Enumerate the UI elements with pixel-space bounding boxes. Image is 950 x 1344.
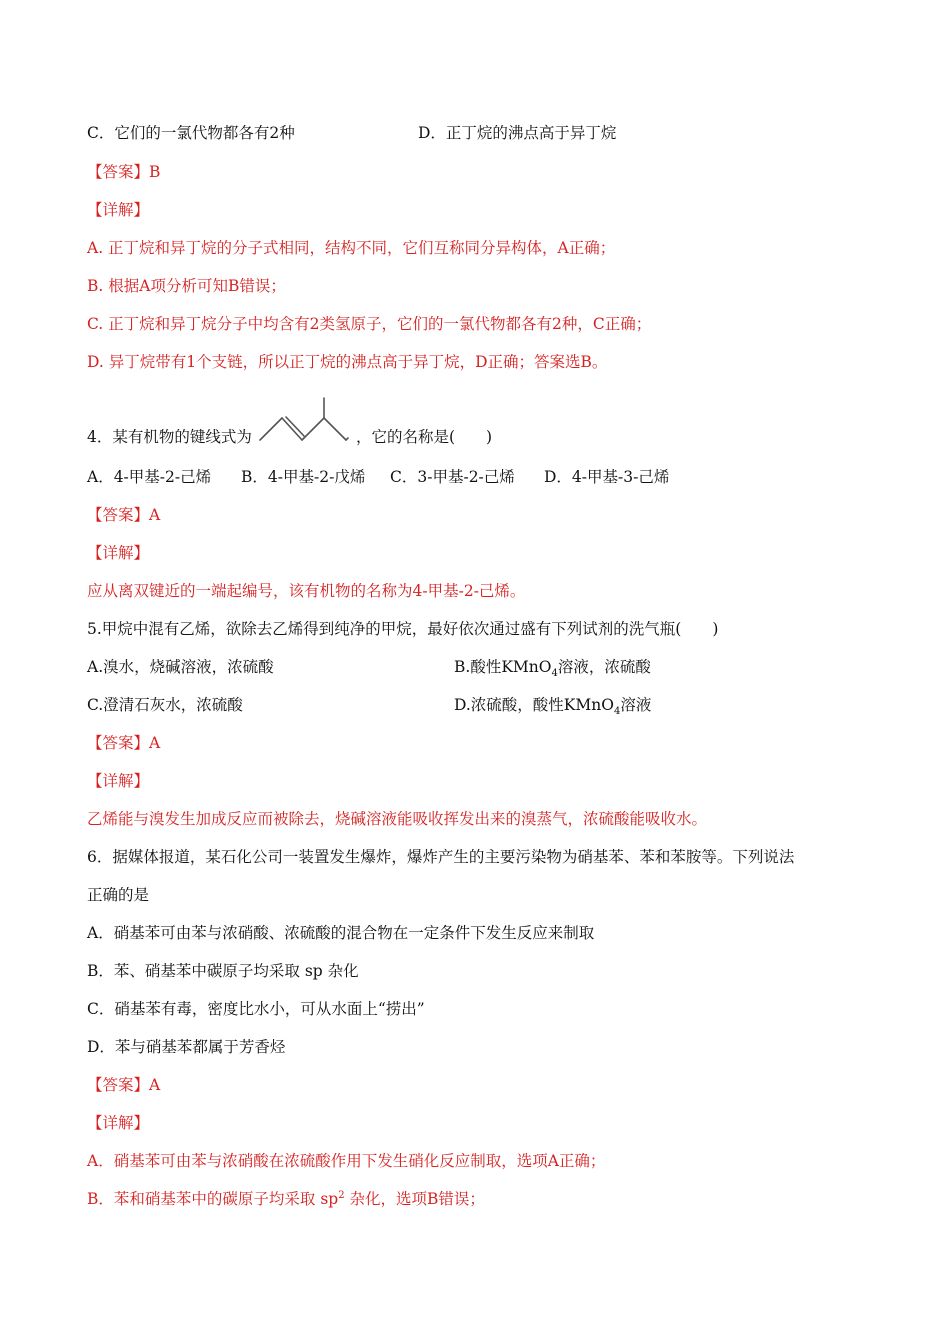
q3-detail-label: 【详解】 xyxy=(87,201,150,219)
q5-option-d-subscript: 4 xyxy=(613,706,621,718)
q6-stem-line1: 6．据媒体报道，某石化公司一装置发生爆炸，爆炸产生的主要污染物为硝基苯、苯和苯胺等。下列说法 xyxy=(87,848,795,866)
q6-explanation-a: A．硝基苯可由苯与浓硝酸在浓硫酸作用下发生硝化反应制取，选项A正确； xyxy=(87,1152,606,1170)
q4-stem-before: 4．某有机物的键线式为 xyxy=(87,428,252,446)
skeletal-formula-image xyxy=(258,396,350,446)
q4-explanation: 应从离双键近的一端起编号，该有机物的名称为4-甲基-2-己烯。 xyxy=(87,582,526,600)
q3-answer: 【答案】B xyxy=(87,163,161,181)
q6-detail-label: 【详解】 xyxy=(87,1114,150,1132)
q5-option-d xyxy=(454,695,652,718)
q5-option-c: C.澄清石灰水，浓硫酸 xyxy=(87,696,243,714)
q4-option-d: D．4-甲基-3-己烯 xyxy=(544,468,670,486)
q6-explanation-b xyxy=(87,1189,485,1209)
q6-stem-line2: 正确的是 xyxy=(87,886,150,904)
q3-option-c: C．它们的一氯代物都各有2种 xyxy=(87,124,295,142)
q4-option-a: A．4-甲基-2-己烯 xyxy=(87,468,212,486)
q5-option-d-text-end: 溶液 xyxy=(620,696,652,714)
q5-option-b xyxy=(454,657,651,680)
q3-explanation-c: C. 正丁烷和异丁烷分子中均含有2类氢原子，它们的一氯代物都各有2种，C正确； xyxy=(87,315,652,333)
q5-option-b-text: B.酸性KMnO xyxy=(454,658,552,676)
q4-option-b: B．4-甲基-2-戊烯 xyxy=(241,468,366,486)
q5-detail-label: 【详解】 xyxy=(87,772,150,790)
q3-explanation-a: A. 正丁烷和异丁烷的分子式相同，结构不同，它们互称同分异构体，A正确； xyxy=(87,239,616,257)
q4-option-c: C．3-甲基-2-己烯 xyxy=(390,468,515,486)
q5-option-b-subscript: 4 xyxy=(551,668,558,680)
q6-answer: 【答案】A xyxy=(87,1076,161,1094)
q6-option-c: C．硝基苯有毒，密度比水小，可从水面上“捞出” xyxy=(87,1000,425,1018)
q4-answer: 【答案】A xyxy=(87,506,161,524)
q6-explanation-b-superscript: 2 xyxy=(338,1189,345,1201)
q6-option-d: D．苯与硝基苯都属于芳香烃 xyxy=(87,1038,286,1056)
q5-option-a: A.溴水，烧碱溶液，浓硫酸 xyxy=(87,658,274,676)
q5-stem: 5.甲烷中混有乙烯，欲除去乙烯得到纯净的甲烷，最好依次通过盛有下列试剂的洗气瓶( ) xyxy=(87,620,719,638)
q3-option-d: D．正丁烷的沸点高于异丁烷 xyxy=(418,124,617,142)
q5-option-d-text: D.浓硫酸，酸性KMnO xyxy=(454,696,614,714)
q6-explanation-b-text-end: 杂化，选项B错误； xyxy=(344,1190,485,1208)
q6-option-b: B．苯、硝基苯中碳原子均采取 sp 杂化 xyxy=(87,962,359,980)
q5-explanation: 乙烯能与溴发生加成反应而被除去，烧碱溶液能吸收挥发出来的溴蒸气，浓硫酸能吸收水。 xyxy=(87,810,708,828)
q4-detail-label: 【详解】 xyxy=(87,544,150,562)
q6-explanation-b-text: B．苯和硝基苯中的碳原子均采取 sp xyxy=(87,1190,339,1208)
q4-stem-after: ，它的名称是( ) xyxy=(356,428,493,446)
q3-explanation-b: B. 根据A项分析可知B错误； xyxy=(87,277,286,295)
q6-option-a: A．硝基苯可由苯与浓硝酸、浓硫酸的混合物在一定条件下发生反应来制取 xyxy=(87,924,595,942)
q5-answer: 【答案】A xyxy=(87,734,161,752)
q3-explanation-d: D. 异丁烷带有1个支链，所以正丁烷的沸点高于异丁烷，D正确；答案选B。 xyxy=(87,353,608,371)
q5-option-b-text-end: 溶液，浓硫酸 xyxy=(557,658,651,676)
